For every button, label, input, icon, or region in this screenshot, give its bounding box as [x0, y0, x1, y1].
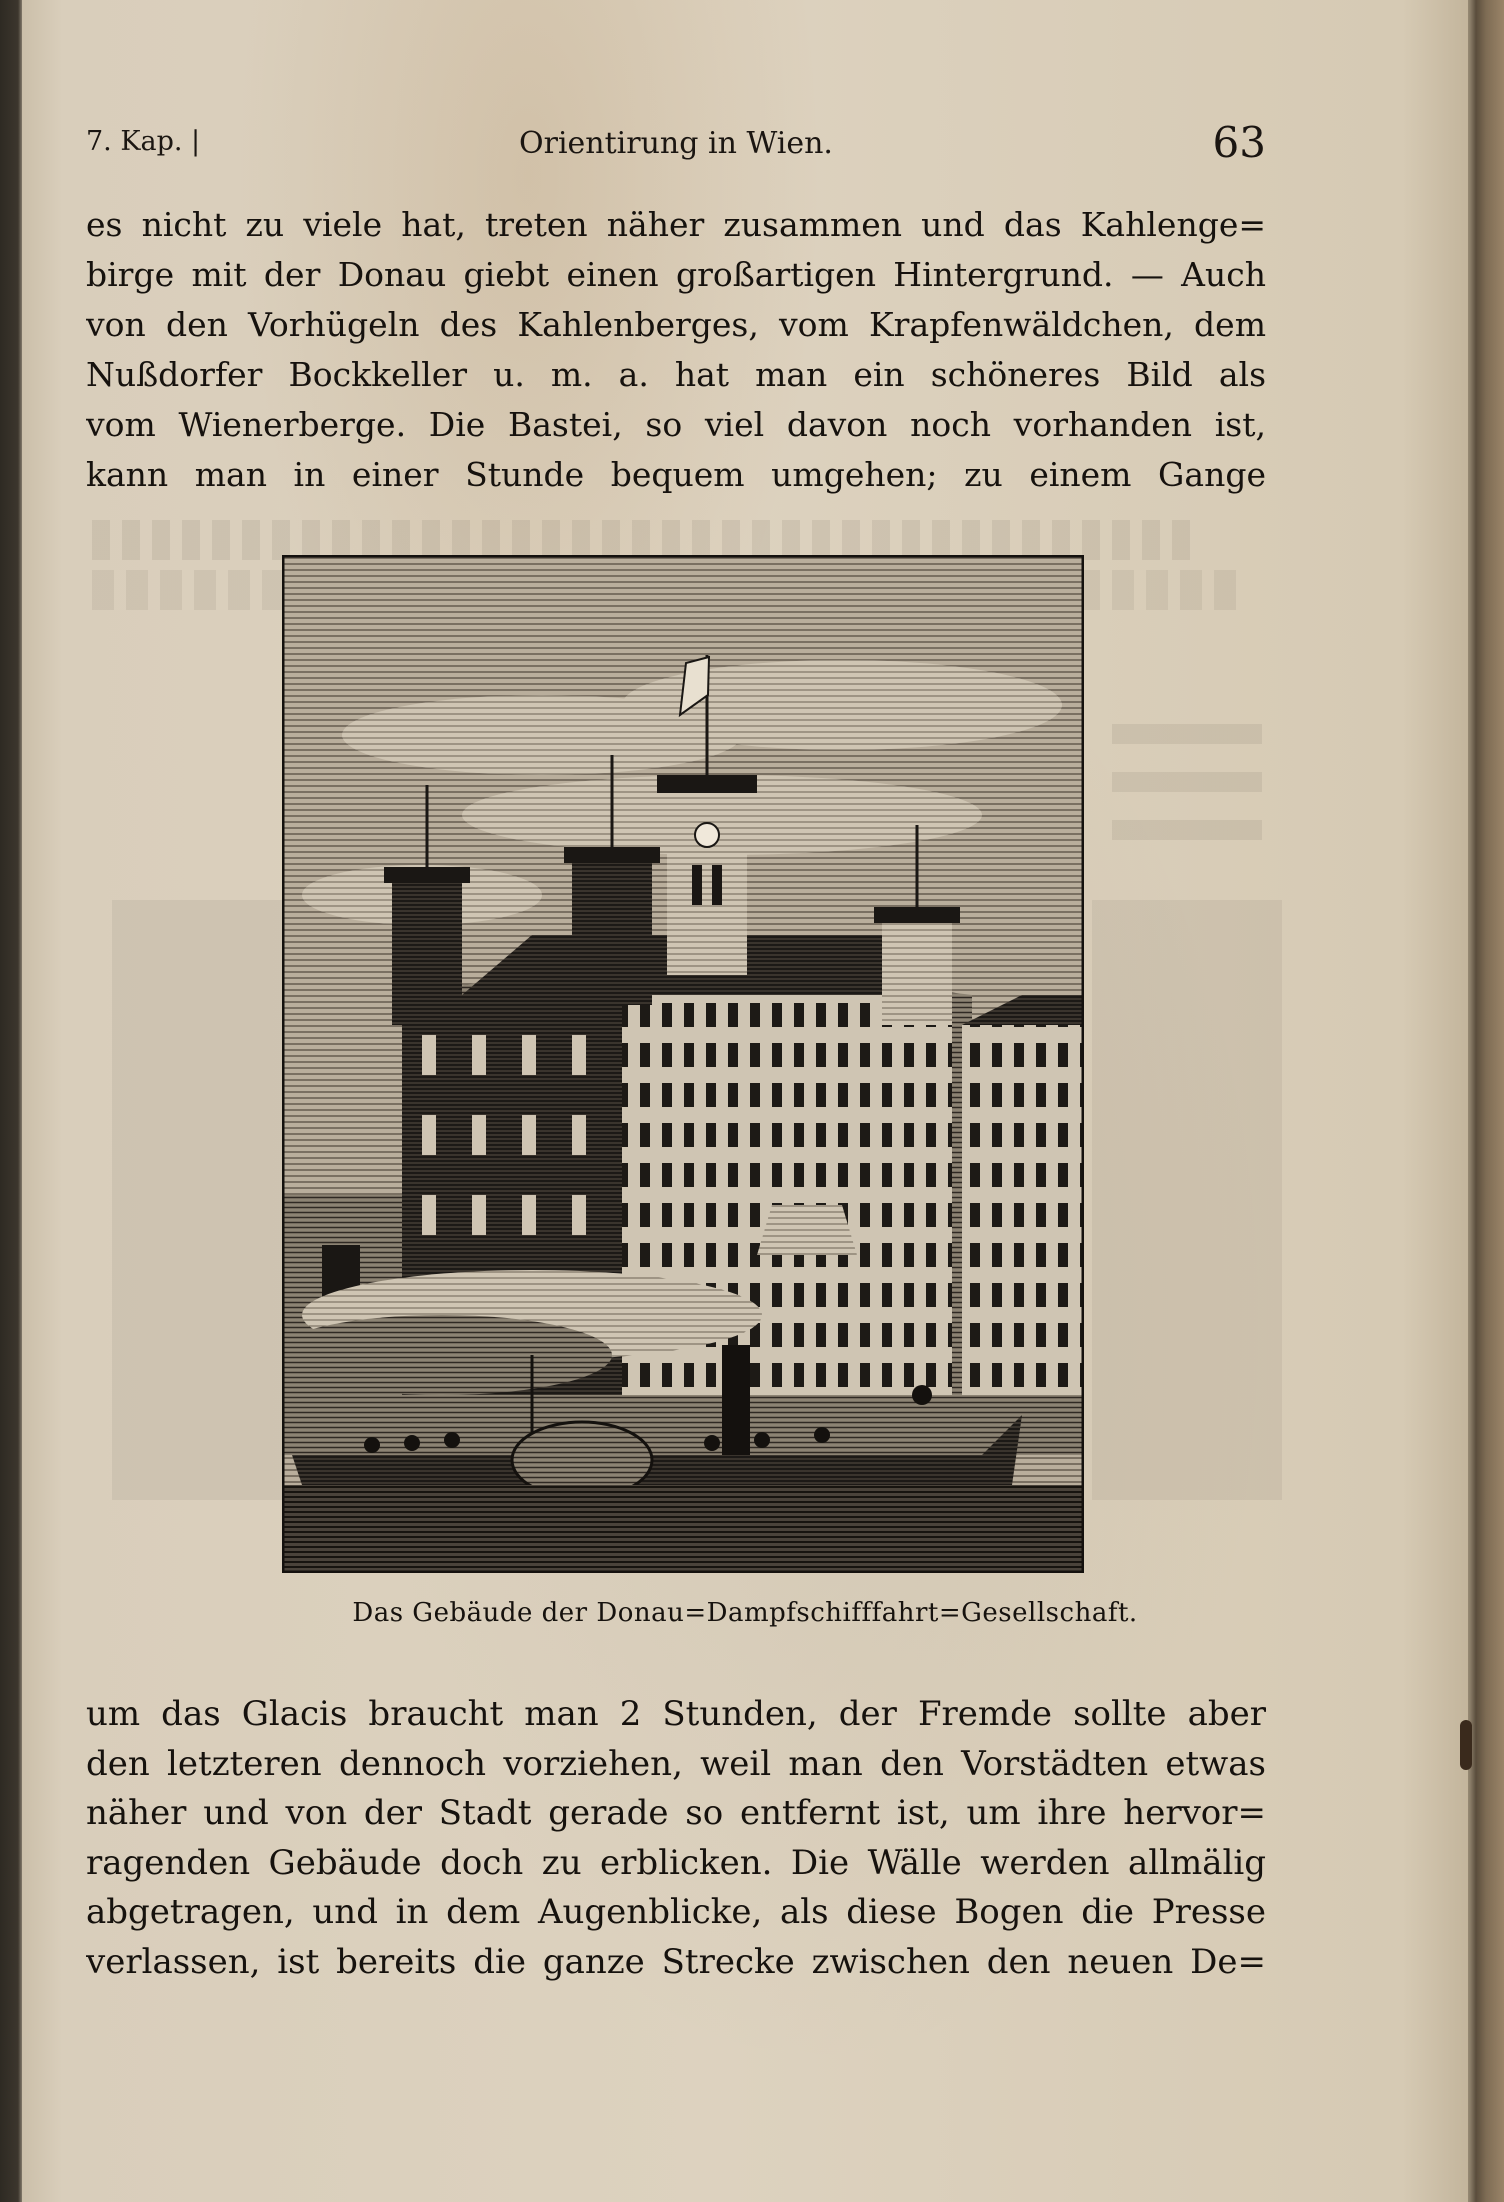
bleed-through-line — [92, 520, 1192, 560]
text-line: von den Vorhügeln des Kahlenberges, vom Krapfenwäldchen, dem — [86, 305, 1266, 344]
bleed-through-image — [1092, 900, 1282, 1500]
text-line: kann man in einer Stunde bequem umgehen; zu einem Gange — [86, 455, 1266, 494]
paragraph-bottom — [86, 1690, 1266, 1987]
text-line: birge mit der Donau giebt einen großartigen Hintergrund. — Auch — [86, 255, 1266, 294]
text-line: vom Wienerberge. Die Bastei, so viel davon noch vorhanden ist, — [86, 405, 1266, 444]
text-line: ragenden Gebäude doch zu erblicken. Die Wälle werden allmälig — [86, 1842, 1266, 1883]
bleed-through-line — [1112, 700, 1262, 840]
page-title: Orientirung in Wien. — [519, 126, 833, 161]
text-line: näher und von der Stadt gerade so entfernt ist, um ihre hervor= — [86, 1793, 1266, 1833]
paragraph-top — [86, 200, 1266, 500]
page-number: 63 — [1212, 118, 1266, 167]
text-line: es nicht zu viele hat, treten näher zusammen und das Kahlenge= — [86, 205, 1266, 244]
figure-caption: Das Gebäude der Donau=Dampfschifffahrt=Gesellschaft. — [352, 1598, 1138, 1628]
chapter-label: 7. Kap. | — [86, 126, 201, 157]
text-line: Nußdorfer Bockkeller u. m. a. hat man ein schöneres Bild als — [86, 355, 1266, 394]
text-line: den letzteren dennoch vorziehen, weil man den Vorstädten etwas — [86, 1743, 1266, 1784]
running-header — [86, 118, 1266, 168]
text-line: abgetragen, und in dem Augenblicke, als diese Bogen die Presse — [86, 1892, 1266, 1932]
bleed-through-image — [112, 900, 292, 1500]
engraving-illustration — [282, 555, 1084, 1573]
book-page — [22, 0, 1468, 2202]
text-line: verlassen, ist bereits die ganze Strecke zwischen den neuen De= — [86, 1941, 1266, 1982]
ink-blot — [1460, 1720, 1472, 1770]
text-line: um das Glacis braucht man 2 Stunden, der Fremde sollte aber — [86, 1694, 1266, 1734]
